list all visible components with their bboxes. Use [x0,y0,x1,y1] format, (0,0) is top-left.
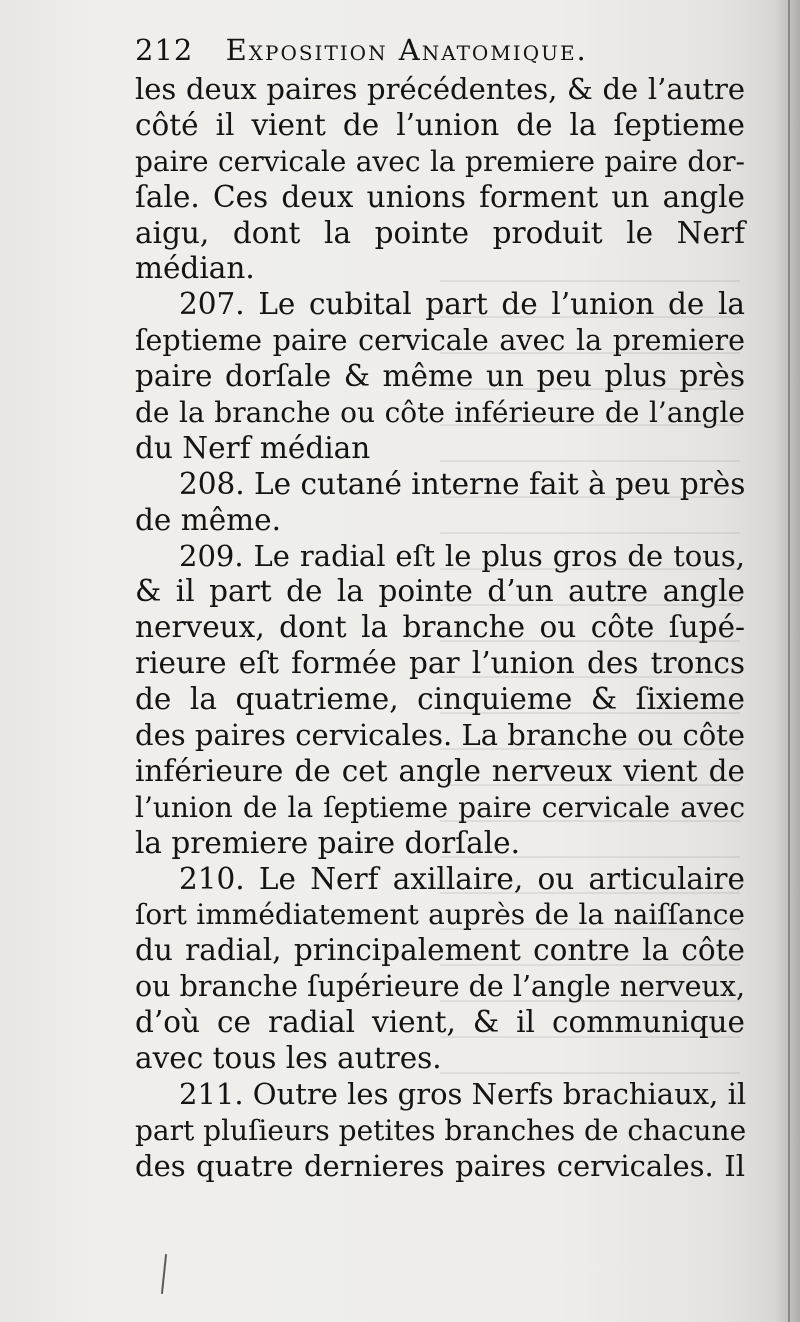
text-line: nerveux, dont la branche ou côte ſupé- [135,610,745,645]
text-line: paire dorſale & même un peu plus près [135,359,745,394]
text-line: des paires cervicales. La branche ou côte [135,718,745,753]
text-line: des quatre dernieres paires cervicales. Il [135,1148,745,1183]
text-line: 208. Le cutané interne fait à peu près [179,466,746,501]
text-line: 211. Outre les gros Nerfs brachiaux, il [179,1076,747,1111]
text-line: d’où ce radial vient, & il communique [135,1005,745,1040]
margin-pen-mark [161,1254,167,1294]
text-line: l’union de la ſeptieme paire cervicale avec [135,790,745,824]
text-line: côté il vient de l’union de la ſeptieme [135,107,745,142]
text-line: ſort immédiatement auprès de la naiſſance [135,898,745,932]
text-line: 209. Le radial eſt le plus gros de tous, [179,538,745,573]
page-number: 212 [135,33,194,67]
text-line: 210. Le Nerf axillaire, ou articulaire [179,861,745,896]
running-title: Exposition Anatomique. [225,33,588,67]
text-line: 207. Le cubital part de l’union de la [179,287,745,322]
text-line: paire cervicale avec la premiere paire dor- [135,144,745,178]
text-line: rieure eſt formée par l’union des troncs [135,646,745,681]
text-line: ou branche ſupérieure de l’angle nerveux, [135,970,745,1004]
text-line: de la branche ou côte inférieure de l’angle [135,396,745,430]
text-line: du Nerf médian [135,430,371,465]
text-line: la premiere paire dorſale. [135,825,521,860]
text-line: aigu, dont la pointe produit le Nerf [135,215,745,250]
text-line: ſale. Ces deux unions forment un angle [135,179,745,214]
text-line: & il part de la pointe d’un autre angle [135,574,745,609]
text-line: inférieure de cet angle nerveux vient de [135,753,745,788]
text-line: part pluſieurs petites branches de chacune [135,1113,747,1147]
text-line: du radial, principalement contre la côte [135,933,745,968]
page-edge-shadow [774,0,800,1322]
text-line: de la quatrieme, cinquieme & ſixieme [135,682,745,717]
text-line: ſeptieme paire cervicale avec la premiere [135,324,745,358]
page-header [135,33,745,75]
text-line: les deux paires précédentes, & de l’autre [135,72,745,106]
text-line: avec tous les autres. [135,1041,442,1076]
text-line: de même. [135,502,281,537]
body-text [135,72,745,1185]
text-line: médian. [135,251,255,286]
